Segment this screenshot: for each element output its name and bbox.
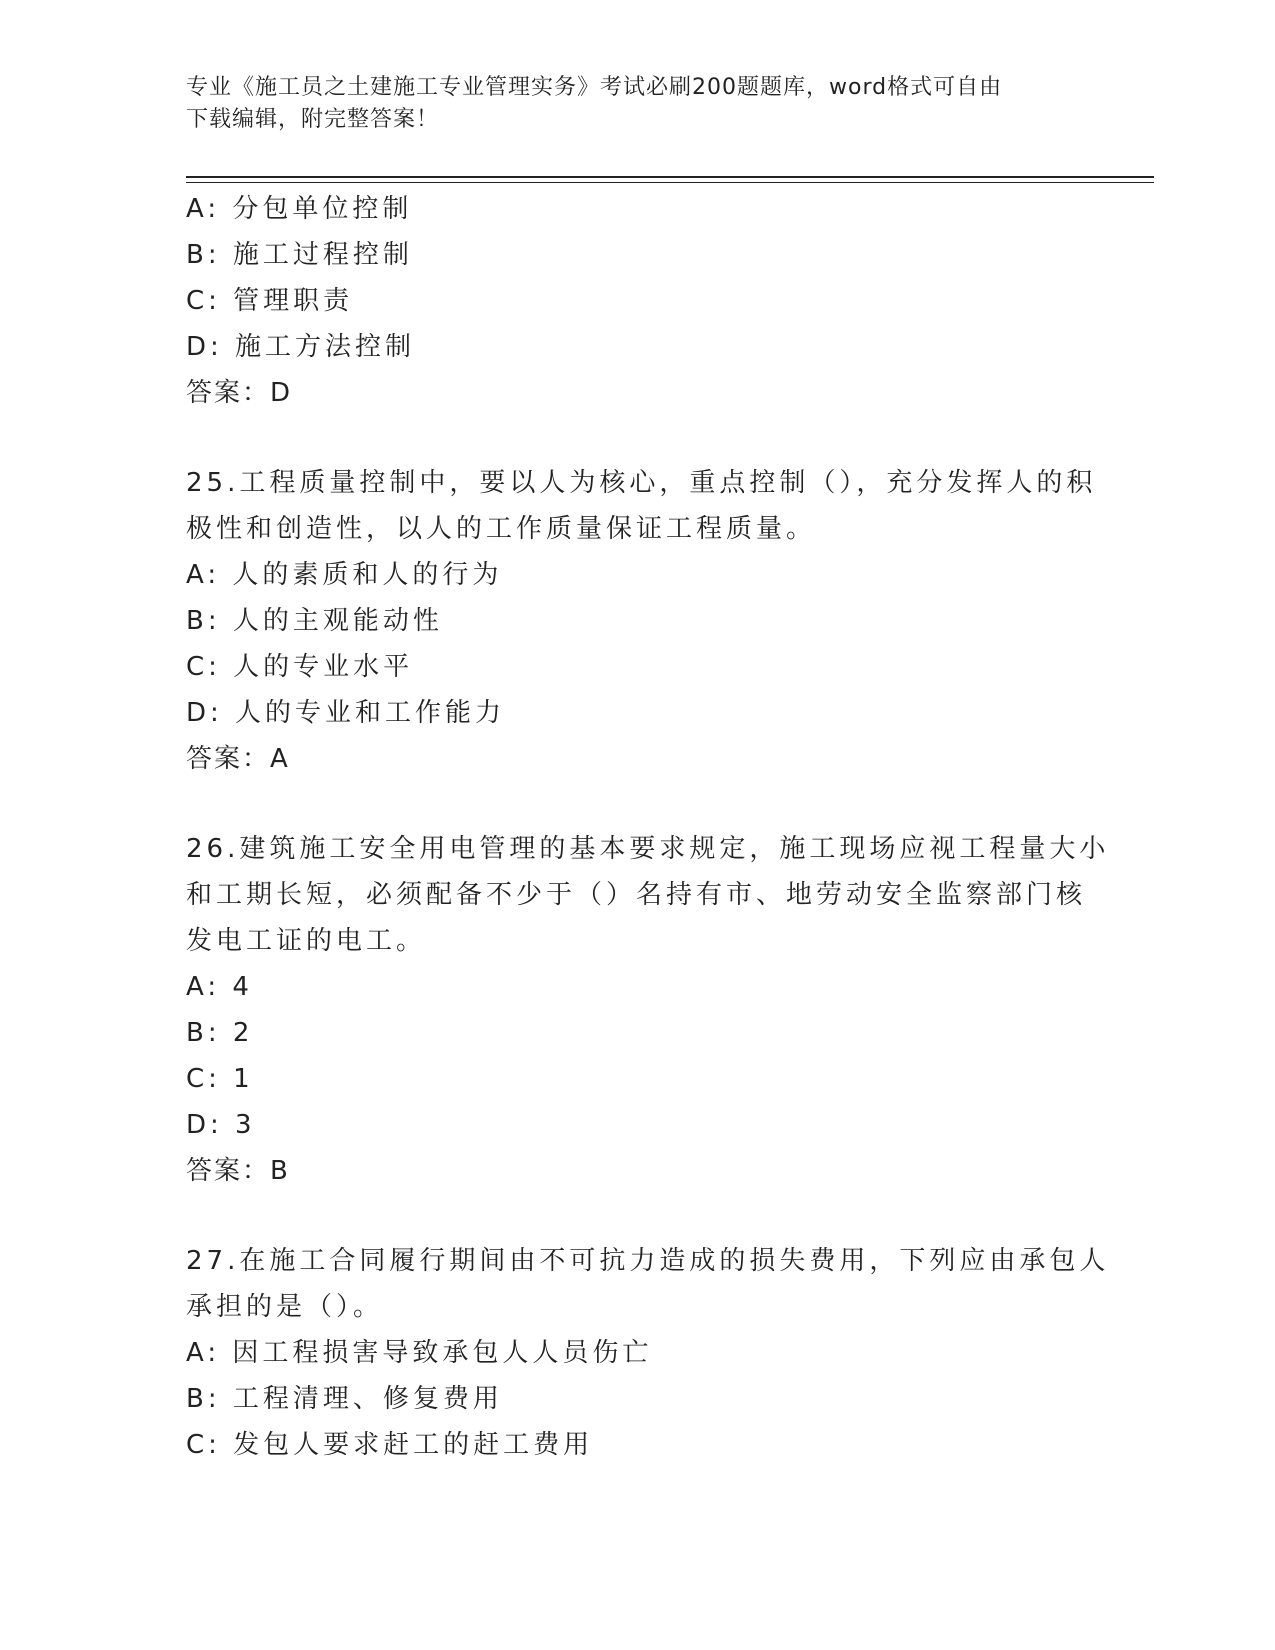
question-stem	[186, 460, 1097, 552]
header-divider-thin	[186, 182, 1154, 183]
stem-line-2: 极性和创造性，以人的工作质量保证工程质量。	[186, 514, 817, 544]
question-stem	[186, 826, 1110, 964]
question-block-26	[186, 826, 1110, 1194]
option-d: D: 施工方法控制	[186, 332, 416, 362]
header-divider-thick	[186, 176, 1154, 178]
option-a: A: 分包单位控制	[186, 194, 413, 224]
option-a: A: 因工程损害导致承包人人员伤亡	[186, 1338, 653, 1368]
stem-line-2: 和工期长短，必须配备不少于（）名持有市、地劳动安全监察部门核	[186, 880, 1087, 910]
option-a: A: 4	[186, 972, 253, 1002]
document-header	[186, 72, 1066, 136]
option-d: D: 3	[186, 1110, 256, 1140]
option-b: B: 工程清理、修复费用	[186, 1384, 503, 1414]
option-b: B: 人的主观能动性	[186, 606, 443, 636]
stem-line-1: 26.建筑施工安全用电管理的基本要求规定，施工现场应视工程量大小	[186, 834, 1110, 864]
stem-line-2: 承担的是（）。	[186, 1292, 384, 1322]
option-b: B: 施工过程控制	[186, 240, 413, 270]
header-line-2: 下载编辑，附完整答案！	[186, 107, 440, 132]
answer-line: 答案：D	[186, 378, 293, 408]
answer-line: 答案：A	[186, 744, 290, 774]
option-a: A: 人的素质和人的行为	[186, 560, 503, 590]
stem-line-1: 25.工程质量控制中，要以人为核心，重点控制（），充分发挥人的积	[186, 468, 1097, 498]
answer-line: 答案：B	[186, 1156, 290, 1186]
option-b: B: 2	[186, 1018, 254, 1048]
option-c: C: 1	[186, 1064, 254, 1094]
question-stem	[186, 1238, 1110, 1330]
question-block-27	[186, 1238, 1110, 1468]
stem-line-1: 27.在施工合同履行期间由不可抗力造成的损失费用，下列应由承包人	[186, 1246, 1110, 1276]
option-c: C: 发包人要求赶工的赶工费用	[186, 1430, 594, 1460]
header-line-1: 专业《施工员之土建施工专业管理实务》考试必刷200题题库，word格式可自由	[186, 75, 1003, 100]
question-list	[186, 186, 1110, 1468]
question-block-prev	[186, 186, 1086, 416]
question-block-25	[186, 460, 1097, 782]
option-c: C: 人的专业水平	[186, 652, 414, 682]
stem-line-3: 发电工证的电工。	[186, 926, 427, 956]
option-c: C: 管理职责	[186, 286, 354, 316]
option-d: D: 人的专业和工作能力	[186, 698, 506, 728]
